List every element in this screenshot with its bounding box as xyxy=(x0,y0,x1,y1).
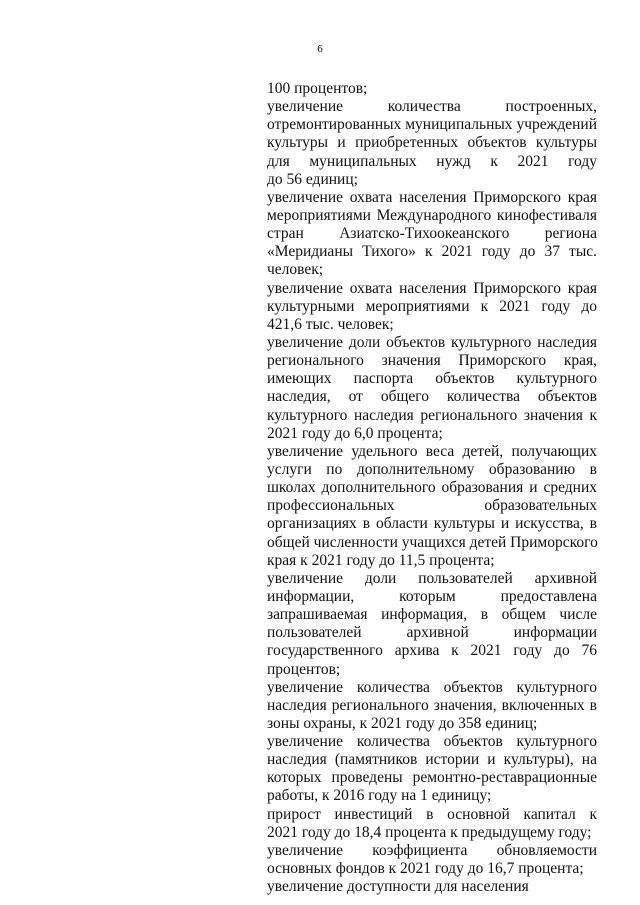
text-line: организациях в области культуры и искусства, в xyxy=(267,515,597,533)
text-line: культурного наследия регионального значения к xyxy=(267,406,597,424)
text-line: 2021 году до 18,4 процента к предыдущему году; xyxy=(267,823,592,841)
text-line: информации, которым предоставлена xyxy=(267,587,597,605)
text-line: края к 2021 году до 11,5 процента; xyxy=(267,551,495,569)
text-line: человек; xyxy=(267,261,324,279)
text-line: «Меридианы Тихого» к 2021 году до 37 тыс. xyxy=(267,243,597,261)
text-line: культурными мероприятиями к 2021 году до xyxy=(267,297,597,315)
list-item xyxy=(267,878,597,896)
text-line: для муниципальных нужд к 2021 году xyxy=(267,152,597,170)
text-line: увеличение доступности для населения xyxy=(267,878,529,896)
list-item xyxy=(267,334,597,443)
text-line: запрашиваемая информация, в общем числе xyxy=(267,606,597,624)
document-body xyxy=(267,80,597,896)
text-line: процентов; xyxy=(267,660,341,678)
list-item xyxy=(267,806,597,842)
text-line: стран Азиатско-Тихоокеанского региона xyxy=(267,225,597,243)
text-line: увеличение доли пользователей архивной xyxy=(267,569,597,587)
list-item xyxy=(267,443,597,570)
text-line: общей численности учащихся детей Приморского xyxy=(267,533,598,551)
text-line: наследия (памятников истории и культуры), на xyxy=(267,751,597,769)
text-line: культуры и приобретенных объектов культуры xyxy=(267,134,597,152)
list-item xyxy=(267,280,597,334)
text-line: увеличение охвата населения Приморского края xyxy=(267,279,597,297)
text-line: увеличение коэффициента обновляемости xyxy=(267,841,597,859)
text-line: отремонтированных муниципальных учреждений xyxy=(267,116,597,134)
text-line: работы, к 2016 году на 1 единицу; xyxy=(267,787,492,805)
text-line: школах дополнительного образования и средних xyxy=(267,479,597,497)
text-line: государственного архива к 2021 году до 76 xyxy=(267,642,597,660)
text-line: профессиональных образовательных xyxy=(267,497,597,515)
text-line: основных фондов к 2021 году до 16,7 процента; xyxy=(267,860,584,878)
text-line: увеличение количества построенных, xyxy=(267,98,597,116)
text-line: которых проведены ремонтно-реставрационные xyxy=(267,769,597,787)
list-item xyxy=(267,733,597,806)
text-line: увеличение количества объектов культурного xyxy=(267,733,597,751)
text-line: мероприятиями Международного кинофестиваля xyxy=(267,206,597,224)
list-item xyxy=(267,80,597,98)
text-line: до 56 единиц; xyxy=(267,170,358,188)
text-line: увеличение доли объектов культурного наследия xyxy=(267,333,597,351)
text-line: 2021 году до 6,0 процента; xyxy=(267,424,443,442)
text-line: увеличение количества объектов культурного xyxy=(267,678,597,696)
list-item xyxy=(267,98,597,189)
text-line: увеличение охвата населения Приморского края xyxy=(267,188,597,206)
list-item xyxy=(267,679,597,733)
text-line: регионального значения Приморского края, xyxy=(267,352,597,370)
text-line: пользователей архивной информации xyxy=(267,624,597,642)
text-line: наследия, от общего количества объектов xyxy=(267,388,597,406)
list-item xyxy=(267,189,597,280)
text-line: увеличение удельного веса детей, получающих xyxy=(267,442,597,460)
list-item xyxy=(267,842,597,878)
list-item xyxy=(267,570,597,679)
text-line: 100 процентов; xyxy=(267,80,368,97)
text-line: имеющих паспорта объектов культурного xyxy=(267,370,597,388)
text-line: наследия регионального значения, включенных в xyxy=(267,696,597,714)
text-line: услуги по дополнительному образованию в xyxy=(267,460,597,478)
text-line: 421,6 тыс. человек; xyxy=(267,315,394,333)
text-line: прирост инвестиций в основной капитал к xyxy=(267,805,597,823)
page-number: 6 xyxy=(317,43,323,55)
text-line: зоны охраны, к 2021 году до 358 единиц; xyxy=(267,714,538,732)
